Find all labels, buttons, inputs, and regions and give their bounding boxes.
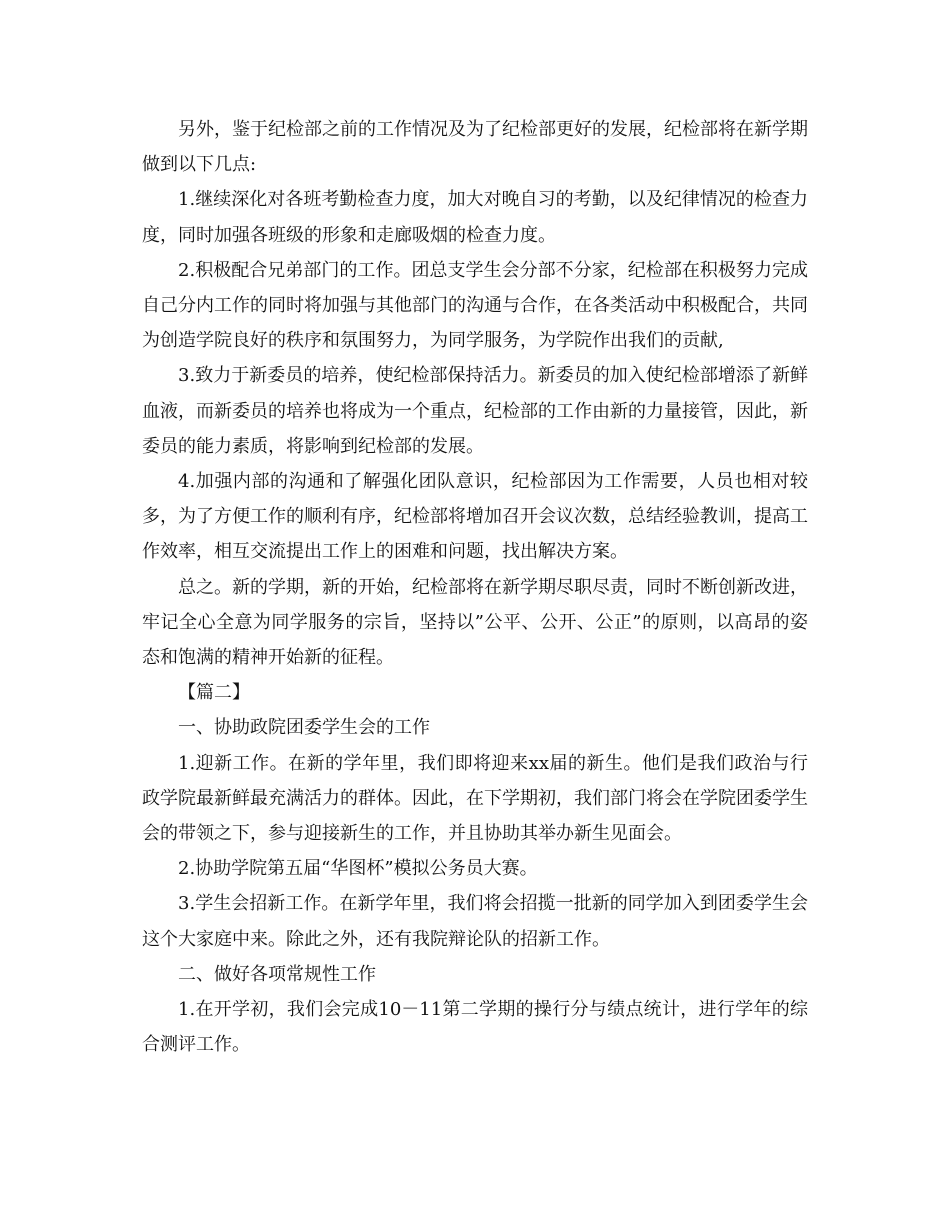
paragraph-welcome-freshmen: 1.迎新工作。在新的学年里，我们即将迎来xx届的新生。他们是我们政治与行政学院最新鲜最充满活力的群体。因此，在下学期初，我们部门将会在学院团委学生会的带领之下，参与迎接新生的工作，并且协助其举办新生见面会。 (142, 752, 808, 845)
paragraph-recruitment: 3.学生会招新工作。在新学年里，我们将会招揽一批新的同学加入到团委学生会这个大家庭中来。除此之外，还有我院辩论队的招新工作。 (142, 893, 808, 950)
paragraph-civil-servant-contest: 2.协助学院第五届“华图杯”模拟公务员大赛。 (178, 858, 538, 880)
section-heading-part-two: 【篇二】 (178, 682, 250, 704)
paragraph-point-2: 2.积极配合兄弟部门的工作。团总支学生会分部不分家，纪检部在积极努力完成自己分内工作的同时将加强与其他部门的沟通与合作，在各类活动中积极配合，共同为创造学院良好的秩序和氛围努力，为同学服务，为学院作出我们的贡献, (142, 259, 808, 352)
document-body (142, 112, 808, 1062)
paragraph-point-4: 4.加强内部的沟通和了解强化团队意识，纪检部因为工作需要，人员也相对较多，为了方便工作的顺利有序，纪检部将增加召开会议次数，总结经验教训，提高工作效率，相互交流提出工作上的困难和问题，找出解决方案。 (142, 471, 808, 563)
paragraph-point-3: 3.致力于新委员的培养，使纪检部保持活力。新委员的加入使纪检部增添了新鲜血液，而新委员的培养也将成为一个重点，纪检部的工作由新的力量接管，因此，新委员的能力素质，将影响到纪检部的发展。 (142, 365, 808, 457)
paragraph-evaluation: 1.在开学初，我们会完成10－11第二学期的操行分与绩点统计，进行学年的综合测评工作。 (142, 999, 808, 1056)
section-heading-assist: 一、协助政院团委学生会的工作 (178, 717, 430, 739)
paragraph-conclusion: 总之。新的学期，新的开始，纪检部将在新学期尽职尽责，同时不断创新改进，牢记全心全意为同学服务的宗旨，坚持以”公平、公开、公正”的原则，以高昂的姿态和饱满的精神开始新的征程。 (142, 576, 808, 669)
paragraph-intro: 另外，鉴于纪检部之前的工作情况及为了纪检部更好的发展，纪检部将在新学期做到以下几点: (142, 119, 808, 176)
paragraph-point-1: 1.继续深化对各班考勤检查力度，加大对晚自习的考勤，以及纪律情况的检查力度，同时加强各班级的形象和走廊吸烟的检查力度。 (142, 189, 808, 246)
section-heading-routine-work: 二、做好各项常规性工作 (178, 963, 376, 985)
